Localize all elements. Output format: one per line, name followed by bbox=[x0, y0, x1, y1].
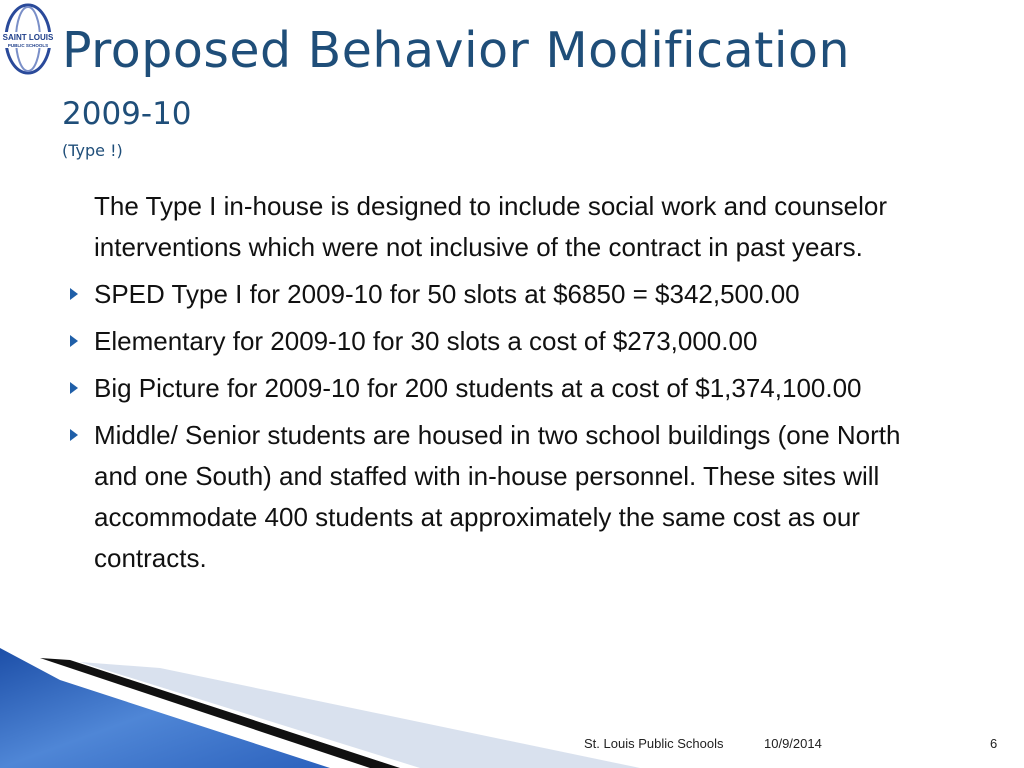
footer-page-number: 6 bbox=[990, 736, 998, 751]
slide-title: Proposed Behavior Modification bbox=[62, 22, 850, 79]
bullet-arrow-icon bbox=[70, 429, 78, 441]
bullet-arrow-icon bbox=[70, 288, 78, 300]
bullet-text: Big Picture for 2009-10 for 200 students at a cost of $1,374,100.00 bbox=[94, 373, 862, 403]
slide-subtitle-year: 2009-10 bbox=[62, 96, 192, 132]
logo-text-line1: SAINT LOUIS bbox=[2, 33, 54, 42]
bullet-text: Elementary for 2009-10 for 30 slots a cost of $273,000.00 bbox=[94, 326, 758, 356]
bullet-text: SPED Type I for 2009-10 for 50 slots at $6850 = $342,500.00 bbox=[94, 279, 800, 309]
bullet-item bbox=[94, 415, 934, 579]
bullet-arrow-icon bbox=[70, 382, 78, 394]
slide-subtitle-type: (Type !) bbox=[62, 141, 123, 160]
saint-louis-public-schools-logo bbox=[2, 2, 54, 76]
intro-paragraph: The Type I in-house is designed to include social work and counselor interventions which were not inclusive of the contract in past years. bbox=[94, 191, 887, 262]
logo-text-line2: PUBLIC SCHOOLS bbox=[7, 43, 49, 48]
bullet-item bbox=[94, 321, 934, 362]
bullet-text: Middle/ Senior students are housed in two school buildings (one North and one South) and staffed with in-house personnel. These sites will accommodate 400 students at approximately the same cost as our contracts. bbox=[94, 420, 901, 573]
slide-body bbox=[94, 186, 934, 585]
bullet-arrow-icon bbox=[70, 335, 78, 347]
footer-organization: St. Louis Public Schools bbox=[584, 736, 724, 751]
footer-date: 10/9/2014 bbox=[764, 736, 822, 751]
bullet-item bbox=[94, 274, 934, 315]
bullet-item bbox=[94, 368, 934, 409]
decorative-blue-swoosh bbox=[0, 640, 1024, 768]
